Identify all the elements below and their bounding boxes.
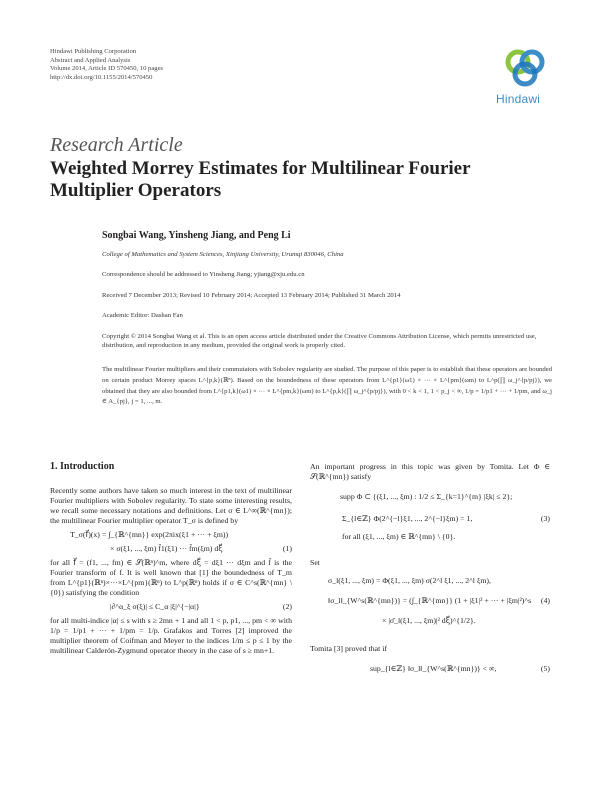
affiliation: College of Mathematics and System Sciences, Xinjiang University, Urumqi 830046, China bbox=[102, 251, 344, 258]
equation-number: (2) bbox=[282, 602, 292, 611]
right-paragraph-1: An important progress in this topic was given by Tomita. Let Φ ∈ 𝒮(ℝ^{mn}) satisfy bbox=[310, 462, 550, 481]
equation-1-line-1: T_σ(f⃗)(x) = ∫_{ℝ^{mn}} exp(2πix(ξ1 + ··· + ξm)) bbox=[70, 530, 229, 539]
author-list: Songbai Wang, Yinsheng Jiang, and Peng Li bbox=[102, 230, 291, 241]
section-heading: 1. Introduction bbox=[50, 461, 115, 472]
volume-info: Volume 2014, Article ID 570450, 10 pages bbox=[50, 65, 164, 73]
copyright-notice: Copyright © 2014 Songbai Wang et al. This is an open access article distributed under the Creative Commons Attribution License, which permits unrestricted use, distribution, and reproduction in any medium, provided the original work is properly cited. bbox=[102, 333, 537, 349]
doi-link[interactable]: http://dx.doi.org/10.1155/2014/570450 bbox=[50, 73, 153, 81]
journal-name: Abstract and Applied Analysis bbox=[50, 56, 131, 64]
equation-number: (3) bbox=[540, 514, 550, 523]
equation-5: sup_{l∈ℤ} ‖σ_l‖_{W^s(ℝ^{mn})} < ∞, (5) bbox=[370, 664, 550, 673]
equation-1-line-2: × σ(ξ1, ..., ξm) f̂1(ξ1) ··· f̂m(ξm) dξ⃗ (1) bbox=[110, 544, 292, 553]
equation-number: (5) bbox=[540, 664, 550, 673]
abstract: The multilinear Fourier multipliers and their commutators with Sobolev regularity are studied. The purpose of this paper is to establish that these operators are bounded on certain product Morrey spaces L^{p,k}(ℝⁿ). Based on the boundedness of these operators from L^{p1}(ω1) × ··· × L^{pm}(ωm) to L^p(∏ ω_j^{p/pj}), we obtained that they are also bounded from L^{p1,k}(ω1) × ··· × L^{pm,k}(ωm) to L^{p,k}(∏ ω_j^{p/pj}), with 0 < k < 1, 1 < p_j < ∞, 1/p = 1/p1 + ··· + 1/pm, and ω_j ∈ A_{pj}, j = 1, ..., m. bbox=[102, 366, 552, 406]
correspondence: Correspondence should be addressed to Yinsheng Jiang; yjiang@xju.edu.cn bbox=[102, 271, 305, 278]
equation-number: (1) bbox=[282, 544, 292, 553]
equation-4-line-2: ‖σ_l‖_{W^s(ℝ^{mn})} = (∫_{ℝ^{mn}} (1 + |ξ1|² + ··· + |ξm|²)^s (4) bbox=[328, 596, 550, 605]
equation-3-line-1: supp Φ ⊂ {(ξ1, ..., ξm) : 1/2 ≤ Σ_{k=1}^{m} |ξk| ≤ 2}; bbox=[340, 492, 513, 501]
equation-3-line-3: for all (ξ1, ..., ξm) ∈ ℝ^{mn} \ {0}. bbox=[342, 532, 456, 541]
right-column bbox=[310, 462, 550, 678]
equation-3-line-2: Σ_{l∈ℤ} Φ(2^{−l}ξ1, ..., 2^{−l}ξm) = 1, (3) bbox=[342, 514, 550, 523]
intro-paragraph-3: for all multi-indice |α| ≤ s with s ≥ 2mn + 1 and all 1 < p, p1, ..., pm < ∞ with 1/p = 1/p1 + ··· + 1/pm = 1/p. Grafakos and Torres [2] improved the multiplier theorem of Coifman and Meyer to the indices 1/m ≤ p ≤ 1 by the multilinear Calderón-Zygmund operator theory in the case of s ≥ mn+1. bbox=[50, 616, 292, 655]
intro-paragraph-1: Recently some authors have taken so much interest in the text of multilinear Fourier multipliers with Sobolev regularity. To state some interesting results, we recall some necessary notations and definitions. Let σ ∈ L^∞(ℝ^{mn}); the multilinear Fourier multiplier operator T_σ is defined by bbox=[50, 486, 292, 525]
equation-4-line-3: × |σ̂_l(ξ1, ..., ξm)|² dξ⃗)^{1/2}. bbox=[382, 616, 476, 625]
set-label: Set bbox=[310, 558, 320, 567]
intro-paragraph-2: for all f⃗ = (f1, ..., fm) ∈ 𝒮(ℝⁿ)^m, where dξ⃗ = dξ1 ··· dξm and f̂ is the Fourier transform of f. It is well known that [1] the boundedness of T_m from L^{p1}(ℝⁿ)×···×L^{pm}(ℝⁿ) to L^p(ℝⁿ) holds if σ ∈ C^s(ℝ^{mn} \ {0}) satisfying the condition bbox=[50, 558, 292, 597]
equation-2: |∂^α_ξ σ(ξ)| ≤ C_α |ξ|^{−|α|} (2) bbox=[110, 602, 292, 611]
equation-4-line-1: σ_l(ξ1, ..., ξm) = Φ(ξ1, ..., ξm) σ(2^l ξ1, ..., 2^l ξm), bbox=[328, 576, 491, 585]
hindawi-logo-text: Hindawi bbox=[496, 92, 541, 106]
academic-editor: Academic Editor: Dashan Fan bbox=[102, 312, 183, 319]
publication-dates: Received 7 December 2013; Revised 10 February 2014; Accepted 13 February 2014; Published 31 March 2014 bbox=[102, 292, 401, 299]
right-paragraph-2: Tomita [3] proved that if bbox=[310, 644, 387, 653]
article-title: Weighted Morrey Estimates for Multilinear Fourier Multiplier Operators bbox=[50, 158, 471, 201]
equation-number: (4) bbox=[540, 596, 550, 605]
article-type: Research Article bbox=[50, 134, 183, 156]
left-column bbox=[50, 462, 292, 660]
publisher: Hindawi Publishing Corporation bbox=[50, 48, 137, 55]
journal-header bbox=[50, 48, 163, 82]
